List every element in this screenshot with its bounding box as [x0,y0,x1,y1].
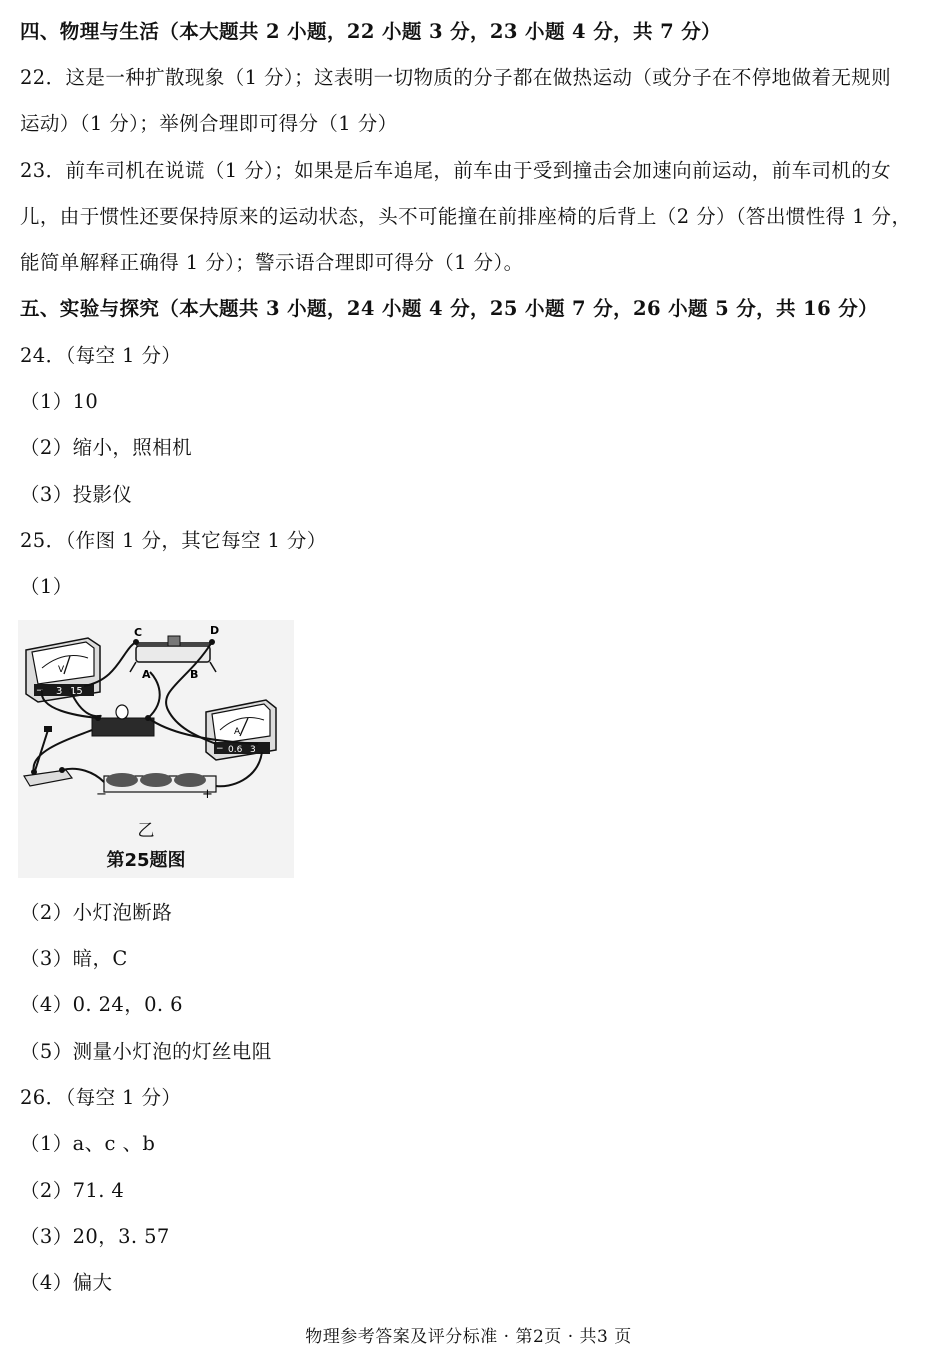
svg-text:−: − [96,787,107,802]
answer-25-5: （5）测量小灯泡的灯丝电阻 [20,1040,272,1063]
circuit-figure [18,620,294,878]
answer-22-line-2: 运动）（1 分）；举例合理即可得分（1 分） [20,112,398,135]
figure-sublabel: 乙 [137,821,155,841]
figure-caption: 第25题图 [106,850,186,871]
answer-22-line-1: 22．这是一种扩散现象（1 分）；这表明一切物质的分子都在做热运动（或分子在不停地做着无规则 [20,66,892,89]
answer-26-1: （1）a、c 、b [20,1132,156,1155]
answer-24-3: （3）投影仪 [20,483,133,506]
lamp-icon [92,705,154,736]
answer-23-line-2: 儿，由于惯性还要保持原来的运动状态，头不可能撞在前排座椅的后背上（2 分）（答出惯性得 1 分， [20,205,912,228]
svg-text:15: 15 [70,686,83,697]
answer-25-3: （3）暗，C [20,947,128,970]
section-4-heading: 四、物理与生活（本大题共 2 小题，22 小题 3 分，23 小题 4 分，共 7 分） [20,20,722,43]
svg-text:A: A [142,668,151,681]
battery-icon [96,773,216,802]
answer-25-2: （2）小灯泡断路 [20,901,173,924]
answer-24-header: 24．（每空 1 分） [20,344,182,367]
svg-text:0.6: 0.6 [228,745,243,755]
svg-text:+: + [202,787,213,802]
svg-text:A: A [234,727,241,737]
answer-26-2: （2）71. 4 [20,1179,125,1202]
answer-24-1: （1）10 [20,390,99,413]
answer-23-line-3: 能简单解释正确得 1 分）；警示语合理即可得分（1 分）。 [20,251,524,274]
svg-text:3: 3 [250,745,256,755]
svg-text:−: − [216,744,224,754]
answer-26-header: 26．（每空 1 分） [20,1086,182,1109]
svg-text:3: 3 [56,686,63,697]
svg-text:V: V [58,665,65,675]
section-5-heading: 五、实验与探究（本大题共 3 小题，24 小题 4 分，25 小题 7 分，26 小题 5 分，共 16 分） [20,297,879,320]
page-footer: 物理参考答案及评分标准 · 第2页 · 共3 页 [305,1327,632,1347]
answer-23-line-1: 23．前车司机在说谎（1 分）；如果是后车追尾，前车由于受到撞击会加速向前运动，前车司机的女 [20,159,892,182]
ammeter-icon [206,700,276,760]
answer-26-4: （4）偏大 [20,1271,113,1294]
switch-icon [24,726,72,786]
answer-24-2: （2）缩小，照相机 [20,436,193,459]
svg-text:D: D [210,624,220,637]
answer-25-4: （4）0. 24，0. 6 [20,993,183,1016]
answer-25-1: （1） [20,575,73,598]
answer-25-header: 25．（作图 1 分，其它每空 1 分） [20,529,327,552]
svg-text:C: C [134,626,143,639]
answer-26-3: （3）20，3. 57 [20,1225,170,1248]
svg-text:−: − [36,686,44,696]
voltmeter-icon [26,638,100,702]
svg-text:B: B [190,668,199,681]
